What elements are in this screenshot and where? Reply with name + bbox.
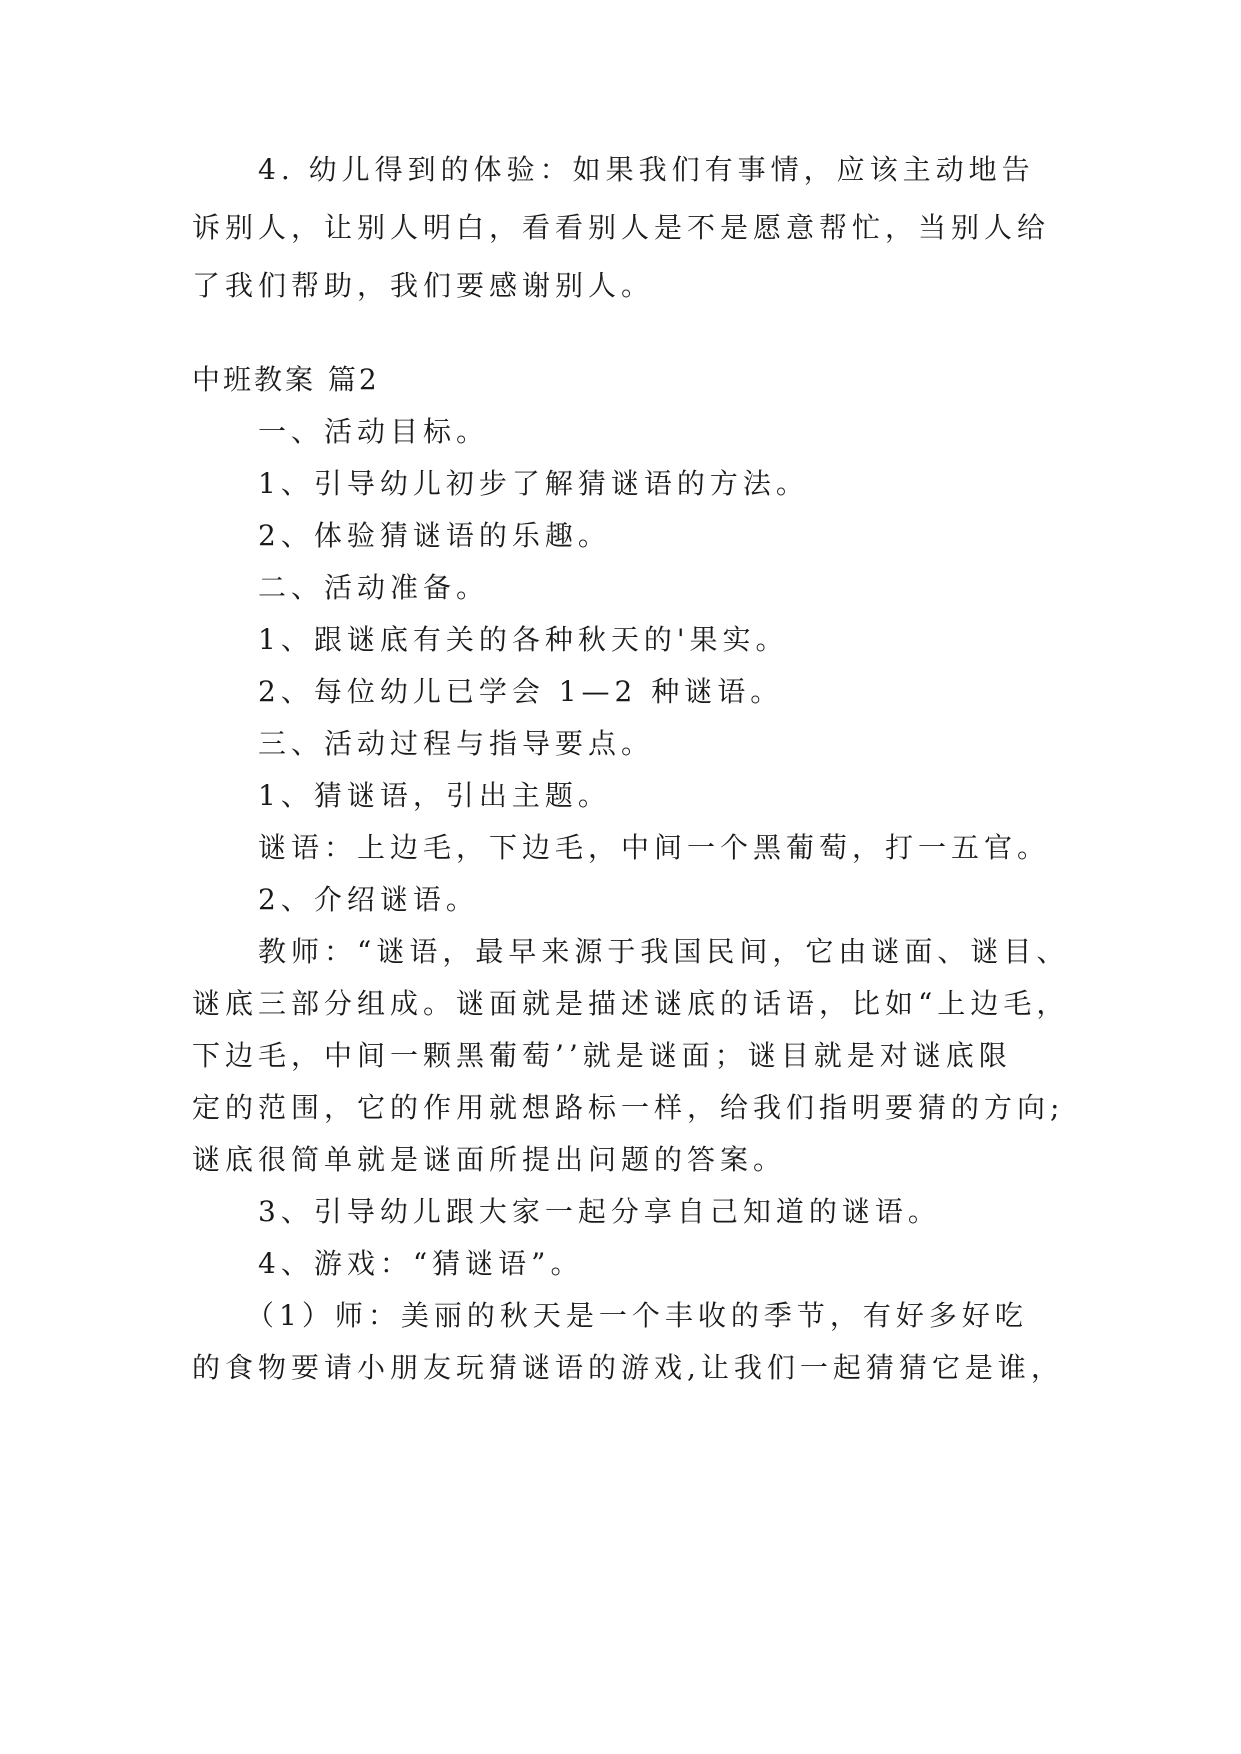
list-item: 1、猜谜语，引出主题。 [258, 779, 611, 812]
list-item: 1、引导幼儿初步了解猜谜语的方法。 [258, 467, 809, 500]
teacher-line-4: 定的范围，它的作用就想路标一样，给我们指明要猜的方向; [192, 1091, 1065, 1124]
teacher-line-2: 谜底三部分组成。谜面就是描述谜底的话语，比如“上边毛， [192, 987, 1070, 1020]
teacher-line-1: 教师：“谜语，最早来源于我国民间，它由谜面、谜目、 [258, 935, 1070, 968]
teacher-line-3: 下边毛，中间一颗黑葡萄’’就是谜面；谜目就是对谜底限 [192, 1039, 1012, 1072]
teacher-line-5: 谜底很简单就是谜面所提出问题的答案。 [192, 1143, 787, 1176]
final-line-2: 的食物要请小朋友玩猜谜语的游戏,让我们一起猜猜它是谁， [192, 1351, 1064, 1384]
list-item: 谜语：上边毛，下边毛，中间一个黑葡萄，打一五官。 [258, 831, 1051, 864]
list-item: 2、体验猜谜语的乐趣。 [258, 519, 611, 552]
list-item: 4、游戏：“猜谜语”。 [258, 1247, 584, 1280]
section-heading: 中班教案 篇2 [192, 363, 380, 396]
list-item: 二、活动准备。 [258, 571, 490, 604]
para1-line-1: 4. 幼儿得到的体验：如果我们有事情，应该主动地告 [258, 153, 1035, 186]
list-item: 2、介绍谜语。 [258, 883, 479, 916]
para1-line-3: 了我们帮助，我们要感谢别人。 [192, 269, 655, 302]
list-item: 3、引导幼儿跟大家一起分享自己知道的谜语。 [258, 1195, 941, 1228]
list-item: 一、活动目标。 [258, 415, 490, 448]
para1-line-2: 诉别人，让别人明白，看看别人是不是愿意帮忙，当别人给 [192, 211, 1051, 244]
list-item: 三、活动过程与指导要点。 [258, 727, 655, 760]
list-item: 1、跟谜底有关的各种秋天的'果实。 [258, 623, 789, 656]
list-item: 2、每位幼儿已学会 1—2 种谜语。 [258, 675, 784, 708]
final-line-1: （1）师：美丽的秋天是一个丰收的季节，有好多好吃 [246, 1299, 1028, 1332]
